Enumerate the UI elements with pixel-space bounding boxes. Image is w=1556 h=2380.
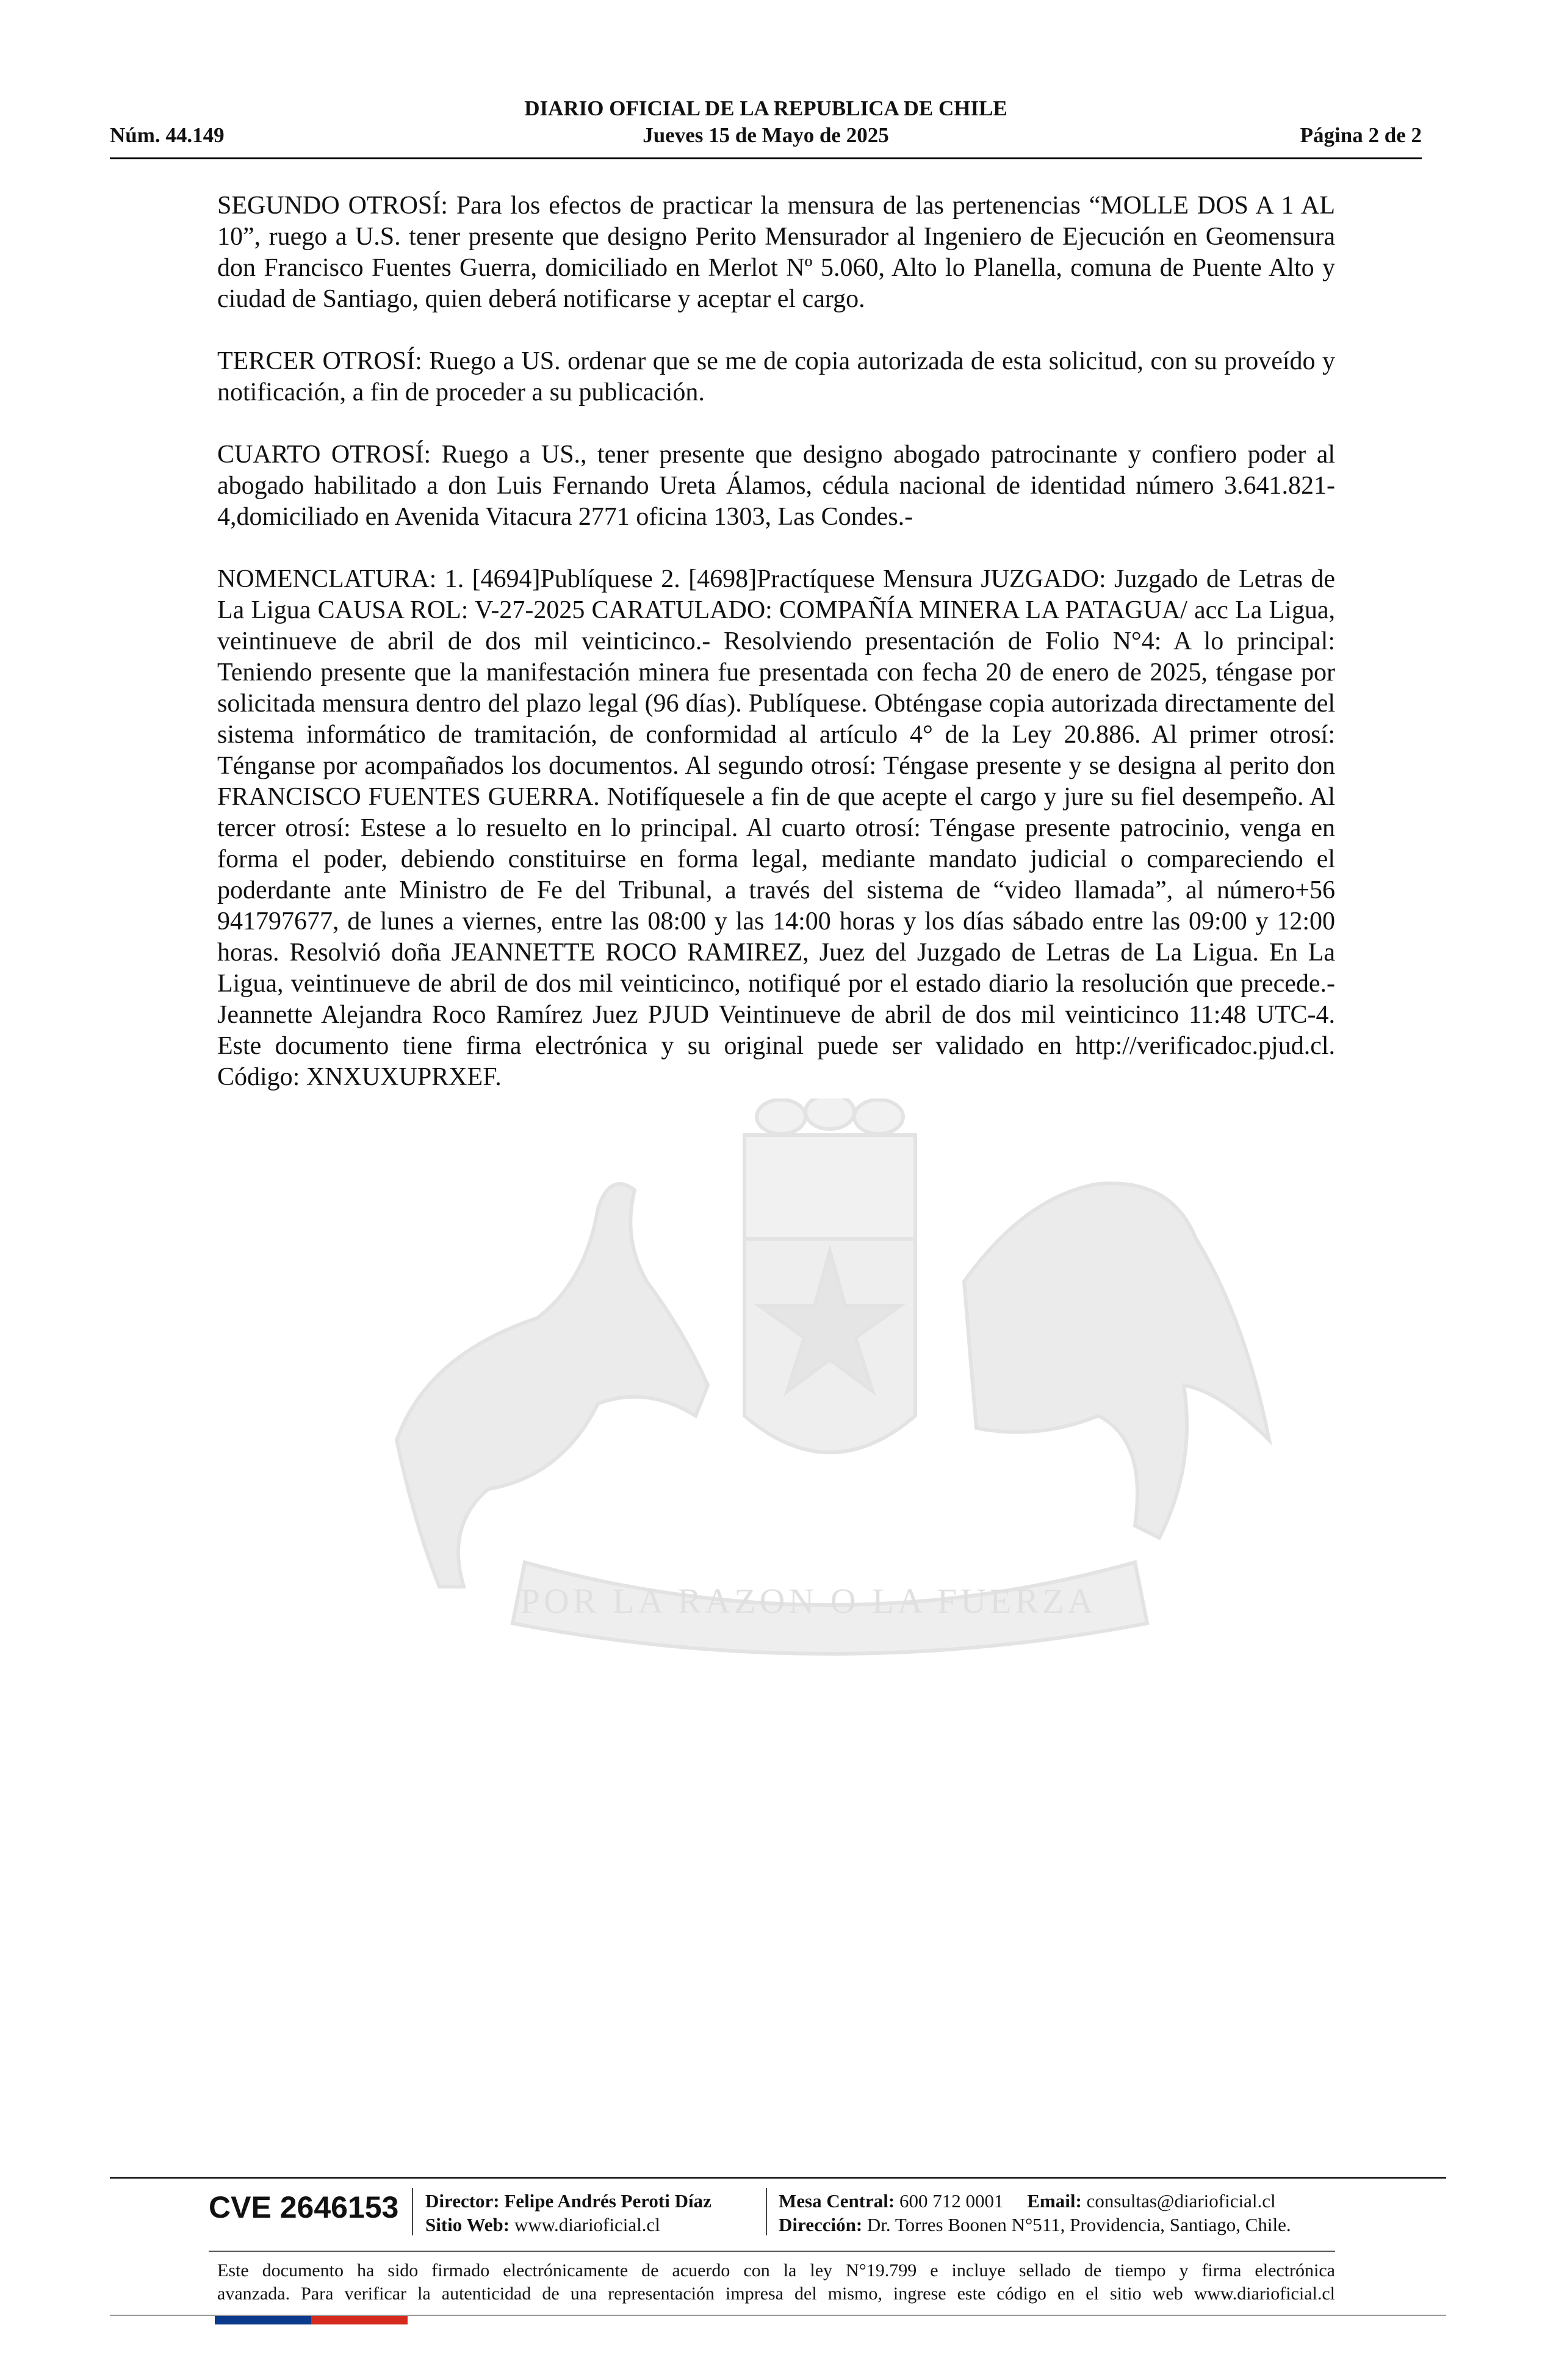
publication-title: DIARIO OFICIAL DE LA REPUBLICA DE CHILE (524, 96, 1007, 120)
footer-separator (766, 2188, 767, 2235)
coat-of-arms-seal-icon (305, 1098, 1312, 1678)
issue-date: Jueves 15 de Mayo de 2025 (643, 123, 889, 147)
address-label: Dirección: (779, 2214, 863, 2235)
mesa-label: Mesa Central: (779, 2190, 895, 2212)
footer-divider (209, 2251, 1335, 2252)
address-value: Dr. Torres Boonen N°511, Providencia, Santiago, Chile. (866, 2214, 1291, 2235)
paragraph-cuarto-otrosi: CUARTO OTROSÍ: Ruego a US., tener presente que designo abogado patrocinante y confiero poder al abogado habilitado a don Luis Fernando Ureta Álamos, cédula nacional de identidad número 3.641.821-4,domiciliado en Avenida Vitacura 2771 oficina 1303, Las Condes.- (217, 441, 1335, 531)
director-label: Director: (425, 2190, 500, 2212)
director-name: Felipe Andrés Peroti Díaz (504, 2190, 711, 2212)
issue-number: Núm. 44.149 (110, 123, 225, 147)
paragraph-nomenclatura: NOMENCLATURA: 1. [4694]Publíquese 2. [4698]Practíquese Mensura JUZGADO: Juzgado de Letras de La Ligua CAUSA ROL: V-27-2025 CARATULADO: COMPAÑÍA MINERA LA PATAGUA/ acc La Ligua, veintinueve de abril de dos mil veinticinco.- Resolviendo presentación de Folio N°4: A lo principal: Teniendo presente que la manifestación minera fue presentada con fecha 20 de enero de 2025, téngase por solicitada mensura dentro del plazo legal (96 días). Publíquese. Obténgase copia autorizada directamente del sistema informático de tramitación, de conformidad al artículo 4° de la Ley 20.886. Al primer otrosí: Ténganse por acompañados los documentos. Al segundo otrosí: Téngase presente y se designa al perito don FRANCISCO FUENTES GUERRA. Notifíquesele a fin de que acepte el cargo y jure su fiel desempeño. Al tercer otrosí: Estese a lo resuelto en lo principal. Al cuarto otrosí: Téngase presente patrocinio, venga en forma el poder, debiendo constituirse en forma legal, mediante mandato judicial o compareciendo el poderdante ante Ministro de Fe del Tribunal, a través del sistema de “video llamada”, al número+56 941797677, de lunes a viernes, entre las 08:00 y las 14:00 horas y los días sábado entre las 09:00 y 12:00 horas. Resolvió doña JEANNETTE ROCO RAMIREZ, Juez del Juzgado de Letras de La Ligua. En La Ligua, veintinueve de abril de dos mil veinticinco, notifiqué por el estado diario la resolución que precede.- Jeannette Alejandra Roco Ramírez Juez PJUD Veintinueve de abril de dos mil veinticinco 11:48 UTC-4. Este documento tiene firma electrónica y su original puede ser validado en http://verificadoc.pjud.cl. Código: XNXUXUPRXEF. (217, 565, 1335, 1091)
paragraph-tercer-otrosi: TERCER OTROSÍ: Ruego a US. ordenar que se me de copia autorizada de esta solicitud, con su proveído y notificación, a fin de proceder a su publicación. (217, 347, 1335, 406)
paragraph-segundo-otrosi: SEGUNDO OTROSÍ: Para los efectos de practicar la mensura de las pertenencias “MOLLE DOS A 1 AL 10”, ruego a U.S. tener presente que designo Perito Mensurador al Ingeniero de Ejecución en Geomensura don Francisco Fuentes Guerra, domiciliado en Merlot Nº 5.060, Alto lo Planella, comuna de Puente Alto y ciudad de Santiago, quien deberá notificarse y aceptar el cargo. (217, 192, 1335, 313)
web-label: Sitio Web: (425, 2214, 510, 2235)
email-link[interactable]: consultas@diarioficial.cl (1086, 2190, 1276, 2212)
legal-notice-line: Este documento ha sido firmado electrónicamente de acuerdo con la ley N°19.799 e incluye sellado de tiempo y firma electrónica (217, 2260, 1335, 2281)
mesa-phone: 600 712 0001 (899, 2190, 1004, 2212)
flag-red-stripe (311, 2316, 408, 2324)
flag-blue-stripe (215, 2316, 311, 2324)
web-link[interactable]: www.diarioficial.cl (514, 2214, 660, 2235)
page-header (110, 92, 1422, 159)
flag-stripe (215, 2316, 408, 2324)
page-number: Página 2 de 2 (1300, 123, 1422, 147)
footer-divider (110, 2177, 1446, 2179)
legal-notice-line: avanzada. Para verificar la autenticidad de una representación impresa del mismo, ingrese este código en el sitio web www.diarioficial.cl (217, 2284, 1335, 2304)
legal-notice (217, 2259, 1335, 2306)
email-label: Email: (1027, 2190, 1082, 2212)
footer-separator (412, 2188, 413, 2235)
document-body (217, 190, 1335, 1124)
motto-text: POR LA RAZON O LA FUERZA (520, 1581, 1097, 1621)
footer-director-block (425, 2189, 711, 2237)
cve-code: CVE 2646153 (209, 2190, 399, 2224)
footer-contact-block (779, 2189, 1291, 2237)
